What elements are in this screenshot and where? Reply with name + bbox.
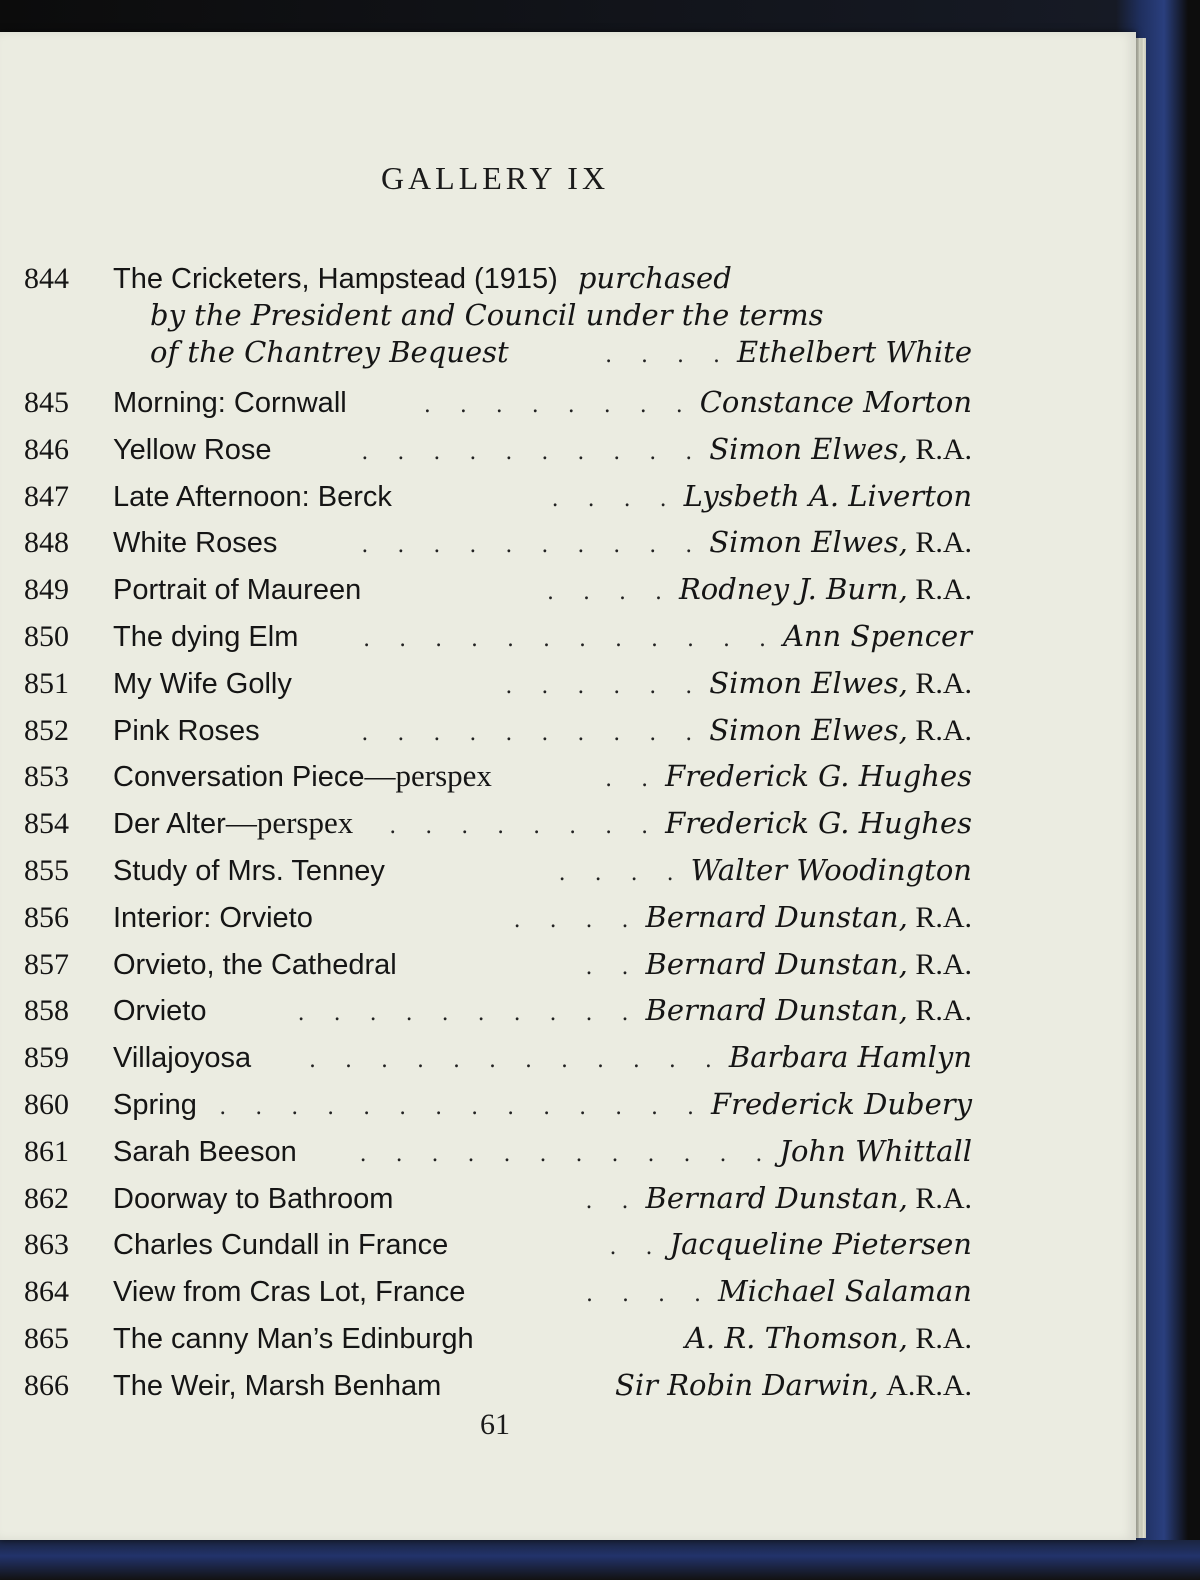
entry-title (113, 942, 397, 989)
entry-artist: Sir Robin Darwin, (615, 1367, 879, 1402)
dot-leader: . . (605, 767, 660, 793)
entry-artist: Frederick G. Hughes (665, 759, 972, 794)
catalogue-entry-846 (24, 426, 972, 473)
entry-number: 847 (24, 479, 69, 513)
entry-title (113, 1176, 393, 1223)
entry-number: 857 (24, 947, 69, 981)
entry-title-text: Charles Cundall in France (113, 1229, 449, 1262)
entry-artist: Simon Elwes, (709, 665, 908, 700)
entry-artist: Bernard Dunstan, (645, 993, 908, 1028)
entry-title-text: Interior: Orvieto (113, 901, 313, 934)
dot-leader: . . . . . . . . . . . . . . (219, 1094, 706, 1120)
entry-honour: R.A. (915, 994, 972, 1028)
entry-title-text: Pink Roses (113, 714, 260, 747)
catalogue-entry-864 (24, 1268, 972, 1315)
entry-artist: Walter Woodington (690, 852, 972, 887)
dot-leader: . . . . . . . . . . (361, 720, 704, 746)
entry-title-text: My Wife Golly (113, 667, 292, 700)
dot-leader: . . . . . . (505, 673, 704, 699)
catalogue-entry-857 (24, 941, 972, 988)
entry-number: 856 (24, 900, 69, 934)
entry-title (113, 800, 353, 848)
dot-leader: . . . . (558, 860, 685, 886)
entry-artist: Barbara Hamlyn (728, 1040, 972, 1075)
entry-title (113, 895, 313, 942)
entry-title-text: Doorway to Bathroom (113, 1182, 394, 1215)
entry-honour: R.A. (915, 713, 972, 747)
entry-number: 851 (24, 666, 69, 700)
entry-honour: R.A. (915, 573, 972, 607)
entry-title-text: Morning: Cornwall (113, 387, 347, 419)
entry-artist: Frederick G. Hughes (665, 806, 972, 841)
page-number: 61 (480, 1408, 510, 1441)
dot-leader: . . . . . . . . . . (361, 439, 704, 465)
entry-title-text: Yellow Rose (113, 433, 272, 466)
entry-title-text: The dying Elm (113, 620, 299, 653)
entry-title (113, 427, 272, 474)
entry-title (113, 520, 277, 567)
catalogue-entry-861 (24, 1128, 972, 1175)
entry-number: 859 (24, 1041, 69, 1075)
entry-artist: John Whittall (779, 1133, 972, 1168)
entry-number: 866 (24, 1368, 69, 1402)
entry-title-text: The canny Man’s Edinburgh (113, 1322, 474, 1355)
entry-title (113, 1269, 465, 1316)
catalogue-entry-851 (24, 660, 972, 707)
entry-number: 844 (24, 262, 69, 295)
dot-leader: . . . . . . . . (389, 814, 660, 840)
entry-number: 849 (24, 573, 69, 607)
catalogue-entry-844 (24, 260, 972, 379)
dot-leader: . . . . . . . . . . (297, 1001, 640, 1027)
entry-title-medium: —perspex (364, 758, 492, 794)
entry-number: 845 (24, 386, 69, 419)
entry-title-text: Portrait of Maureen (113, 574, 362, 607)
entry-artist: Ann Spencer (782, 618, 972, 653)
entry-title (113, 474, 392, 521)
entry-title (113, 988, 206, 1035)
dot-leader: . . . . . . . . . . . . (359, 1141, 774, 1167)
entry-title-text: Orvieto (113, 995, 207, 1028)
gallery-heading: GALLERY IX (380, 160, 610, 196)
entry-title-text: Study of Mrs. Tenney (113, 854, 385, 887)
entry-number: 863 (24, 1228, 69, 1262)
entry-artist: Michael Salaman (717, 1274, 972, 1309)
book-cover-bottom-edge (0, 1540, 1200, 1580)
catalogue-entry-858 (24, 987, 972, 1034)
entry-title (113, 1222, 448, 1269)
entry-title (113, 661, 292, 708)
entry-title (113, 567, 361, 614)
catalogue-entry-852 (24, 707, 972, 754)
entry-number: 852 (24, 713, 69, 747)
entry-number: 862 (24, 1181, 69, 1215)
entry-honour: A.R.A. (886, 1368, 972, 1402)
catalogue-entry-847 (24, 473, 972, 520)
entry-title-text: Late Afternoon: Berck (113, 480, 392, 513)
entry-artist: Frederick Dubery (711, 1086, 972, 1121)
entry-title: The Cricketers, Hampstead (1915) (113, 263, 558, 295)
entry-note-line: by the President and Council under the terms (150, 298, 824, 332)
entry-honour: R.A. (915, 526, 972, 560)
entry-honour: R.A. (915, 947, 972, 981)
entry-note: purchased (577, 261, 732, 295)
dot-leader: . . . . . . . . (423, 393, 694, 418)
catalogue-entry-865 (24, 1315, 972, 1362)
dot-leader: . . (609, 1235, 664, 1261)
entry-title-text: View from Cras Lot, France (113, 1276, 466, 1309)
entry-number: 846 (24, 432, 69, 466)
catalogue-entry-866 (24, 1362, 972, 1409)
entry-honour: R.A. (915, 432, 972, 466)
entry-artist: Simon Elwes, (709, 712, 908, 747)
entry-title (113, 848, 385, 895)
entry-number: 855 (24, 853, 69, 887)
entry-title-text: Orvieto, the Cathedral (113, 948, 397, 981)
dot-leader: . . (585, 954, 640, 980)
entry-title-text: Villajoyosa (113, 1042, 252, 1075)
catalogue-entry-862 (24, 1175, 972, 1222)
entry-title (113, 614, 298, 661)
entry-honour: R.A. (915, 900, 972, 934)
entry-artist: Simon Elwes, (709, 431, 908, 466)
entry-title-text: Spring (113, 1088, 197, 1121)
entry-number: 865 (24, 1321, 69, 1355)
entry-artist: Ethelbert White (737, 335, 972, 369)
entry-title-text: White Roses (113, 527, 278, 560)
entry-number: 861 (24, 1134, 69, 1168)
entry-artist: Bernard Dunstan, (645, 1180, 908, 1215)
entry-artist: Jacqueline Pietersen (669, 1227, 972, 1262)
entry-artist: A. R. Thomson, (684, 1320, 908, 1355)
catalogue-entry-855 (24, 847, 972, 894)
catalogue-entry-854 (24, 800, 972, 847)
entry-number: 853 (24, 760, 69, 794)
entry-title-text: The Weir, Marsh Benham (113, 1369, 442, 1402)
entry-title (113, 1035, 251, 1082)
entry-artist: Lysbeth A. Liverton (683, 478, 972, 513)
catalogue-entry-860 (24, 1081, 972, 1128)
entry-number: 864 (24, 1275, 69, 1309)
dot-leader: . . . . . . . . . . . . (309, 1048, 723, 1074)
entry-number: 848 (24, 526, 69, 560)
entry-artist: Bernard Dunstan, (645, 899, 908, 934)
catalogue-entry-850 (24, 613, 972, 660)
entry-honour: R.A. (915, 1321, 972, 1355)
entry-title-text: Sarah Beeson (113, 1135, 297, 1168)
catalogue-entry-856 (24, 894, 972, 941)
entry-title (113, 1316, 474, 1363)
entry-title-medium: —perspex (225, 805, 354, 841)
entry-title-text: Conversation Piece (113, 761, 365, 794)
entry-number: 854 (24, 807, 69, 841)
dot-leader: . . (585, 1188, 640, 1214)
dot-leader: . . . . (513, 907, 640, 933)
catalogue-entry-859 (24, 1034, 972, 1081)
entry-title (113, 708, 260, 755)
entry-artist: Simon Elwes, (709, 525, 908, 560)
entry-title (113, 1082, 197, 1129)
entry-artist: Rodney J. Burn, (678, 572, 908, 607)
entry-title (113, 1363, 441, 1410)
dot-leader: . . . . (605, 343, 732, 368)
catalogue-entry-845 (24, 379, 972, 426)
entry-title (113, 1129, 297, 1176)
entry-honour: R.A. (915, 666, 972, 700)
catalogue-page (0, 32, 1136, 1540)
entry-honour: R.A. (915, 1181, 972, 1215)
dot-leader: . . . . (551, 486, 678, 512)
entry-number: 858 (24, 994, 69, 1028)
entry-title (113, 753, 492, 801)
dot-leader: . . . . . . . . . . . . (363, 626, 777, 652)
catalogue-entry-863 (24, 1221, 972, 1268)
catalogue-entry-853 (24, 753, 972, 800)
entry-title (113, 380, 347, 427)
entry-artist: Constance Morton (699, 385, 972, 419)
entry-number: 850 (24, 619, 69, 653)
entry-list (24, 379, 972, 1409)
dot-leader: . . . . . . . . . . (361, 533, 704, 559)
catalogue-entry-849 (24, 566, 972, 613)
catalogue-entries (24, 260, 972, 1409)
entry-title-text: Der Alter (113, 808, 226, 841)
entry-artist: Bernard Dunstan, (645, 946, 908, 981)
entry-note-line: of the Chantrey Bequest (150, 335, 509, 369)
entry-number: 860 (24, 1087, 69, 1121)
dot-leader: . . . . (547, 580, 673, 606)
dot-leader: . . . . (586, 1282, 712, 1308)
catalogue-entry-848 (24, 519, 972, 566)
